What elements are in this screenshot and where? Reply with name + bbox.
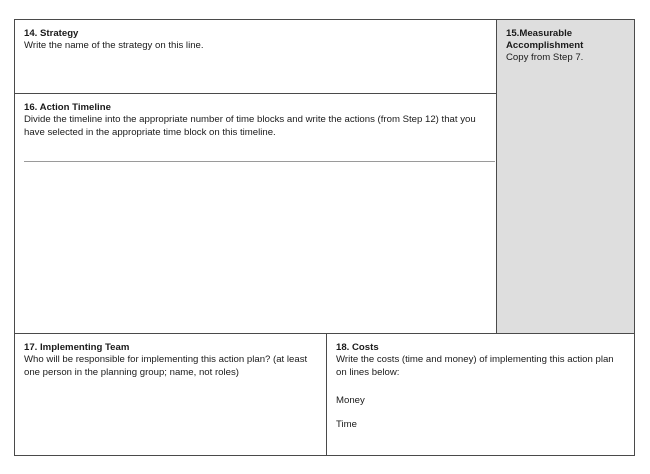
measurable-instructions: Copy from Step 7. bbox=[506, 52, 584, 63]
costs-instructions: Write the costs (time and money) of implementing this action plan on lines below: bbox=[336, 354, 614, 378]
measurable-title-line1: 15.Measurable bbox=[506, 28, 573, 39]
strategy-title: 14. Strategy bbox=[24, 28, 79, 39]
team-title: 17. Implementing Team bbox=[24, 342, 130, 353]
costs-section bbox=[326, 333, 635, 456]
measurable-accomplishment-section bbox=[496, 19, 635, 334]
measurable-title-line2: Accomplishment bbox=[506, 40, 584, 51]
strategy-instructions: Write the name of the strategy on this line. bbox=[24, 40, 204, 51]
timeline-line bbox=[24, 161, 495, 162]
action-timeline-section bbox=[14, 93, 497, 334]
strategy-section bbox=[14, 19, 497, 94]
timeline-title: 16. Action Timeline bbox=[24, 102, 111, 113]
costs-title: 18. Costs bbox=[336, 342, 379, 353]
time-label: Time bbox=[336, 419, 357, 430]
timeline-instructions: Divide the timeline into the appropriate number of time blocks and write the actions (from Step 12) that you have selected in the appropriate time block on this timeline. bbox=[24, 114, 476, 138]
money-label: Money bbox=[336, 395, 365, 406]
implementing-team-section bbox=[14, 333, 327, 456]
team-instructions: Who will be responsible for implementing this action plan? (at least one person in the planning group; name, not roles) bbox=[24, 354, 308, 378]
